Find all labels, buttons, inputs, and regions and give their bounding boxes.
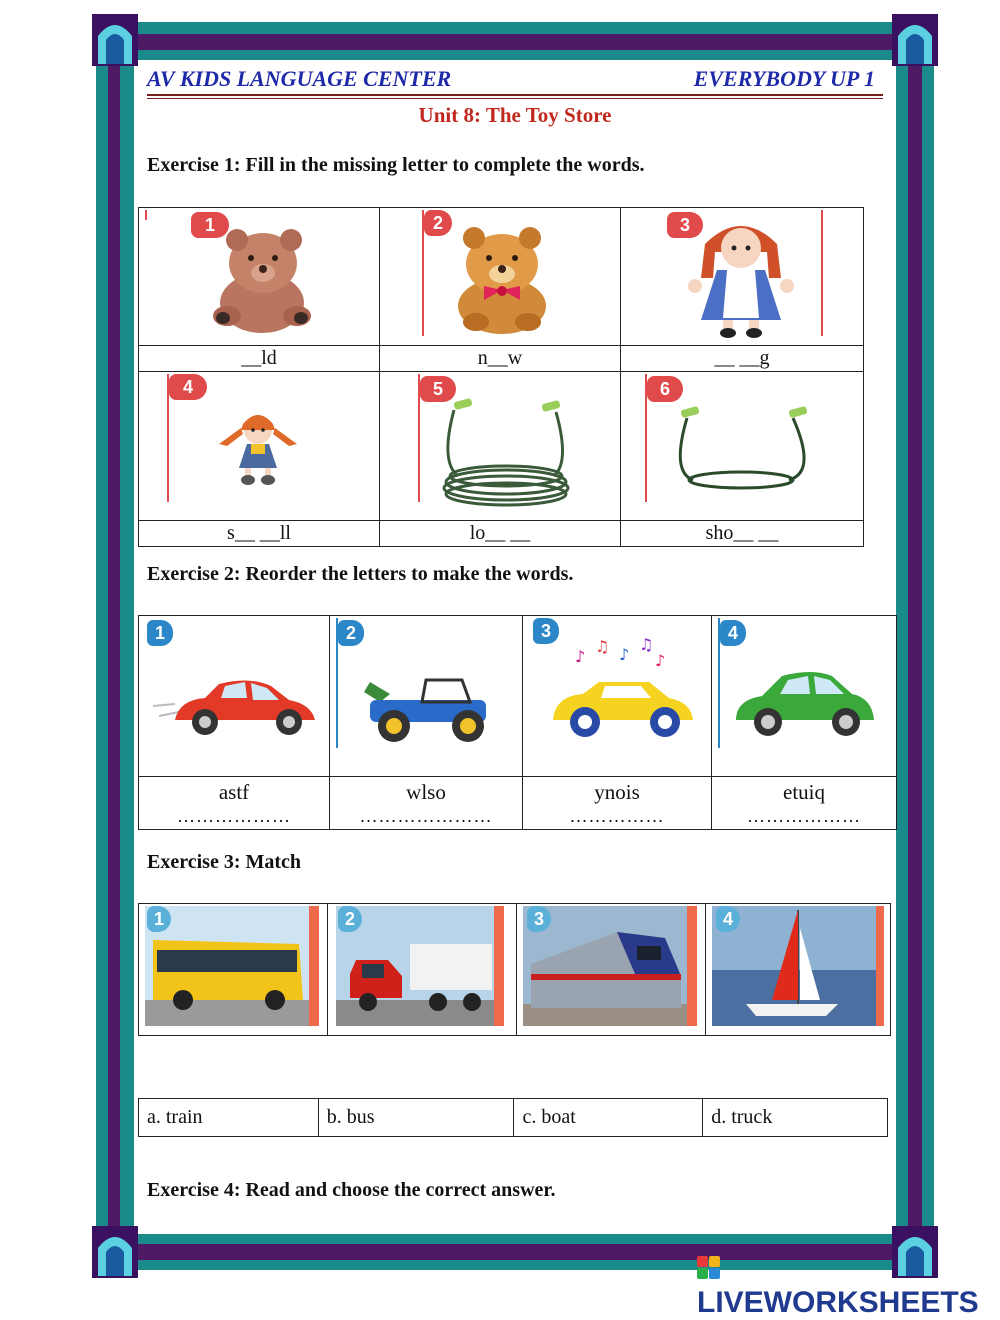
exercise1-picture-6 (621, 372, 864, 521)
teddy-bear-new-icon (380, 208, 620, 340)
unit-title: Unit 8: The Toy Store (418, 103, 612, 127)
liveworksheets-logo-icon (697, 1256, 721, 1280)
number-badge: 3 (533, 618, 559, 644)
exercise1-hint-3: __ __g (621, 346, 864, 372)
scrambled-word: etuiq (783, 780, 825, 804)
number-badge: 1 (147, 620, 173, 646)
watermark-text: LIVEWORKSHEETS (697, 1286, 979, 1319)
option-c[interactable]: c. boat (514, 1099, 703, 1137)
exercise1-picture-4 (139, 372, 380, 521)
answer-blank[interactable]: ……………… (177, 806, 291, 826)
number-badge: 1 (147, 906, 171, 932)
book-title: EVERYBODY UP 1 (693, 66, 875, 91)
exercise1-hint-1: __ld (139, 346, 380, 372)
answer-blank[interactable]: …………… (569, 806, 665, 826)
exercise1-picture-2 (380, 208, 621, 346)
exercise2-table (138, 615, 897, 830)
number-badge: 1 (191, 212, 229, 238)
exercise1-picture-3 (621, 208, 864, 346)
number-badge: 4 (169, 374, 207, 400)
teddy-bear-old-icon (139, 208, 379, 340)
number-badge: 6 (647, 376, 683, 402)
exercise3-picture-table (138, 903, 891, 1036)
number-badge: 2 (338, 906, 362, 932)
exercise1-hint-5: lo__ __ (380, 521, 621, 547)
exercise2-picture-4 (712, 616, 897, 777)
exercise2-answer-cell-3 (523, 777, 712, 830)
answer-blank[interactable]: ………………… (359, 806, 493, 826)
scrambled-word: ynois (594, 780, 640, 804)
scrambled-word: wlso (406, 780, 446, 804)
svg-text:♫: ♫ (595, 637, 610, 656)
number-badge: 3 (527, 906, 551, 932)
exercise2-answer-cell-4 (712, 777, 897, 830)
exercise3-title: Exercise 3: Match (147, 851, 302, 873)
jump-rope-long-icon (380, 372, 620, 515)
svg-text:♪: ♪ (655, 651, 666, 670)
exercise3-picture-4 (706, 904, 891, 1036)
header-divider (147, 94, 883, 96)
exercise1-picture-5 (380, 372, 621, 521)
exercise3-picture-2 (328, 904, 517, 1036)
exercise2-picture-3 (523, 616, 712, 777)
doll-big-icon (621, 208, 863, 340)
exercise3-picture-1 (139, 904, 328, 1036)
exercise1-hint-2: n__w (380, 346, 621, 372)
number-badge: 3 (667, 212, 703, 238)
scrambled-word: astf (218, 780, 250, 804)
number-badge: 4 (716, 906, 740, 932)
exercise1-hint-6: sho__ __ (621, 521, 864, 547)
exercise2-picture-1 (139, 616, 330, 777)
answer-blank[interactable]: ……………… (747, 806, 861, 826)
exercise2-answer-cell-1 (139, 777, 330, 830)
svg-text:♪: ♪ (619, 645, 630, 664)
number-badge: 4 (720, 620, 746, 646)
exercise1-picture-1 (139, 208, 380, 346)
school-name: AV KIDS LANGUAGE CENTER (147, 66, 452, 91)
number-badge: 2 (424, 210, 452, 236)
exercise2-answer-cell-2 (330, 777, 523, 830)
number-badge: 5 (420, 376, 456, 402)
svg-text:♫: ♫ (639, 635, 654, 654)
header-divider-thin (147, 98, 883, 99)
liveworksheets-watermark (697, 1252, 1000, 1320)
option-a[interactable]: a. train (139, 1099, 319, 1137)
exercise1-hint-4: s__ __ll (139, 521, 380, 547)
option-b[interactable]: b. bus (318, 1099, 514, 1137)
option-d[interactable]: d. truck (703, 1099, 888, 1137)
exercise1-title: Exercise 1: Fill in the missing letter to complete the words. (147, 154, 645, 176)
exercise1-table (138, 207, 864, 547)
exercise3-options-table (138, 1098, 888, 1137)
exercise2-picture-2 (330, 616, 523, 777)
number-badge: 2 (338, 620, 364, 646)
exercise2-title: Exercise 2: Reorder the letters to make the words. (147, 563, 574, 585)
exercise4-title: Exercise 4: Read and choose the correct answer. (147, 1179, 556, 1201)
exercise3-picture-3 (517, 904, 706, 1036)
svg-text:♪: ♪ (575, 647, 586, 666)
